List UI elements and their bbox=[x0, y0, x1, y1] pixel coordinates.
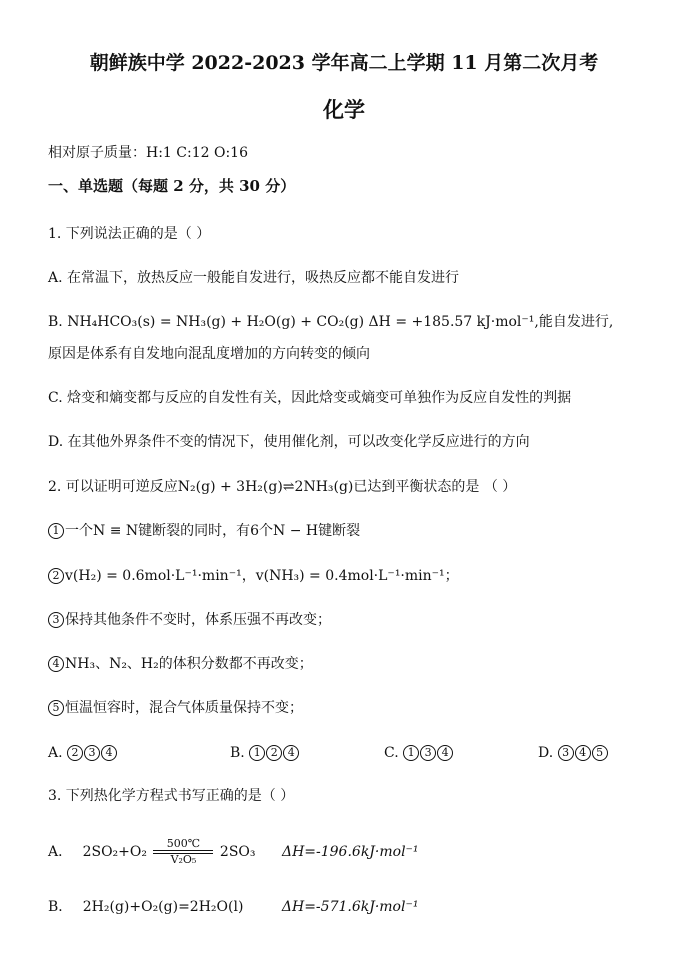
enthalpy-change: ΔH=-196.6kJ·mol⁻¹ bbox=[281, 844, 419, 860]
circled-number: 1 bbox=[249, 745, 265, 761]
condition-catalyst: V₂O₅ bbox=[170, 853, 197, 866]
circled-number: 1 bbox=[48, 523, 64, 539]
reaction-condition bbox=[153, 838, 213, 866]
q2-item bbox=[48, 654, 313, 674]
circled-number: 4 bbox=[48, 656, 64, 672]
exam-title: 朝鲜族中学 2022-2023 学年高二上学期 11 月第二次月考 bbox=[89, 52, 599, 74]
circled-number: 3 bbox=[558, 745, 574, 761]
q2-item-text: 恒温恒容时，混合气体质量保持不变； bbox=[65, 700, 303, 716]
q2-item-text: 保持其他条件不变时，体系压强不再改变； bbox=[65, 612, 331, 628]
q2-item bbox=[48, 698, 303, 718]
q1-option-a: A. 在常温下，放热反应一般能自发进行，吸热反应都不能自发进行 bbox=[48, 270, 460, 286]
equation-right: 2SO₃ bbox=[219, 844, 256, 860]
q2-stem: 2. 可以证明可逆反应N₂(g) + 3H₂(g)⇌2NH₃(g)已达到平衡状态的是 （ ） bbox=[48, 479, 517, 495]
circled-number: 3 bbox=[420, 745, 436, 761]
option-label: B. bbox=[230, 745, 245, 761]
circled-number: 3 bbox=[84, 745, 100, 761]
equation-left: 2SO₂+O₂ bbox=[82, 844, 147, 860]
q2-option-c bbox=[384, 743, 454, 763]
q2-item bbox=[48, 566, 459, 586]
circled-number: 3 bbox=[48, 612, 64, 628]
circled-number: 4 bbox=[101, 745, 117, 761]
enthalpy-change: ΔH=-571.6kJ·mol⁻¹ bbox=[281, 899, 419, 915]
circled-number: 5 bbox=[48, 700, 64, 716]
q2-option-d bbox=[538, 743, 609, 763]
circled-number: 5 bbox=[592, 745, 608, 761]
q1-stem: 1. 下列说法正确的是（ ） bbox=[48, 226, 211, 242]
q2-item bbox=[48, 521, 360, 541]
option-label: A． bbox=[48, 844, 73, 860]
q3-option-a bbox=[48, 838, 419, 866]
section-title: 一、单选题（每题 2 分，共 30 分） bbox=[48, 177, 296, 195]
subject-title: 化学 bbox=[323, 97, 365, 122]
circled-number: 2 bbox=[48, 568, 64, 584]
circled-number: 2 bbox=[67, 745, 83, 761]
equation: 2H₂(g)+O₂(g)=2H₂O(l) bbox=[82, 899, 244, 915]
option-label: C. bbox=[384, 745, 399, 761]
condition-temperature: 500℃ bbox=[166, 837, 201, 850]
circled-number: 4 bbox=[575, 745, 591, 761]
q1-option-b: B. NH₄HCO₃(s) = NH₃(g) + H₂O(g) + CO₂(g) ΔH = +185.57 kJ·mol⁻¹,能自发进行, bbox=[48, 314, 614, 330]
q2-item-text: 一个N ≡ N键断裂的同时，有6个N − H键断裂 bbox=[65, 523, 361, 539]
option-label: D. bbox=[538, 745, 554, 761]
q1-option-c: C. 焓变和熵变都与反应的自发性有关，因此焓变或熵变可单独作为反应自发性的判据 bbox=[48, 390, 572, 406]
q2-item bbox=[48, 610, 331, 630]
option-label: A. bbox=[48, 745, 63, 761]
option-label: B． bbox=[48, 899, 73, 915]
q3-option-b bbox=[48, 897, 418, 917]
q1-option-d: D. 在其他外界条件不变的情况下，使用催化剂，可以改变化学反应进行的方向 bbox=[48, 434, 530, 450]
atomic-mass-line: 相对原子质量：H:1 C:12 O:16 bbox=[48, 145, 248, 161]
q2-item-text: v(H₂) = 0.6mol·L⁻¹·min⁻¹，v(NH₃) = 0.4mol·L⁻¹·min⁻¹； bbox=[65, 568, 459, 584]
q3-stem: 3. 下列热化学方程式书写正确的是（ ） bbox=[48, 788, 295, 804]
circled-number: 2 bbox=[266, 745, 282, 761]
q1-option-b-continued: 原因是体系有自发地向混乱度增加的方向转变的倾向 bbox=[48, 346, 370, 362]
q2-item-text: NH₃、N₂、H₂的体积分数都不再改变； bbox=[65, 656, 313, 672]
q2-option-a bbox=[48, 743, 118, 763]
circled-number: 4 bbox=[283, 745, 299, 761]
circled-number: 4 bbox=[437, 745, 453, 761]
circled-number: 1 bbox=[403, 745, 419, 761]
q2-option-b bbox=[230, 743, 300, 763]
